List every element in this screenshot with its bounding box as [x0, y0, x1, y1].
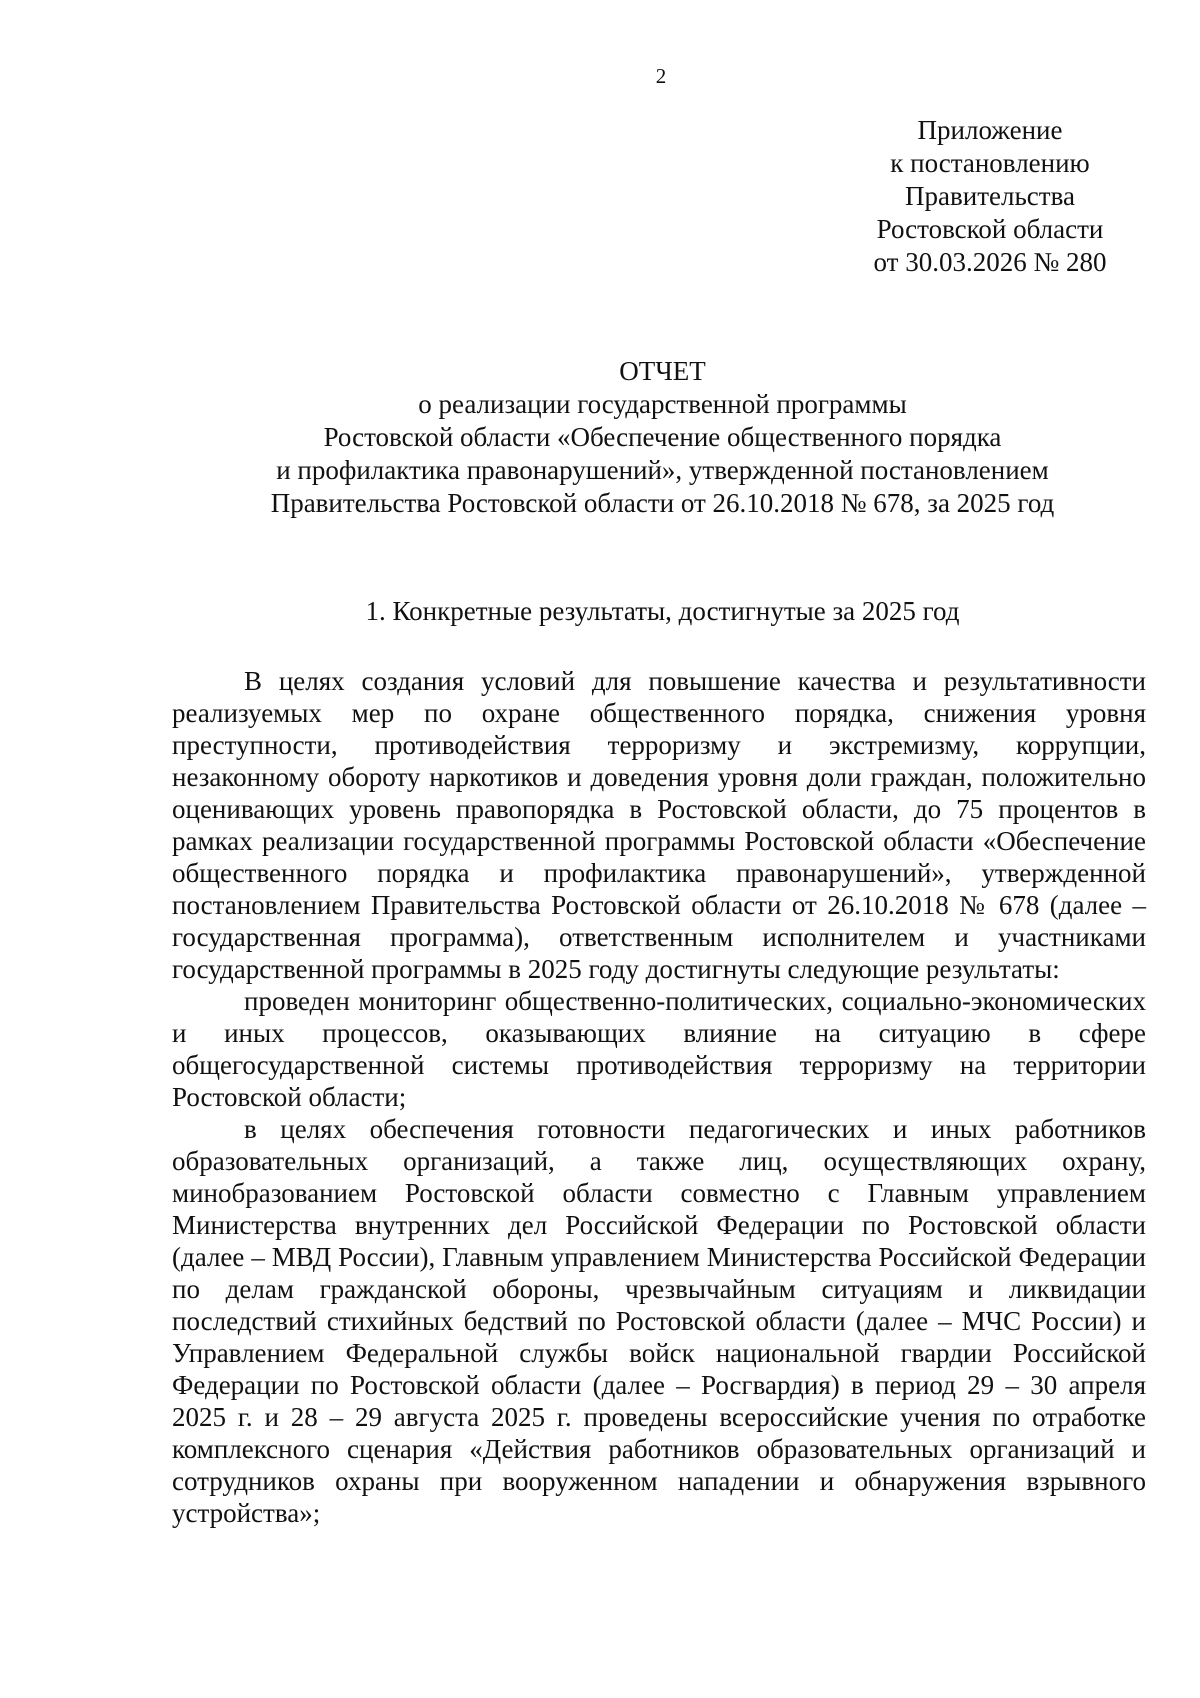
- paragraph: В целях создания условий для повышение качества и результативности реализуемых мер по охране общественного порядка, снижения уровня преступности, противодействия терроризму и экстремизму, коррупции, незаконному обороту наркотиков и доведения уровня доли граждан, положительно оценивающих уровень правопорядка в Ростовской области, до 75 процентов в рамках реализации государственной программы Ростовской области «Обеспечение общественного порядка и профилактика правонарушений», утвержденной постановлением Правительства Ростовской области от 26.10.2018 № 678 (далее – государственная программа), ответственным исполнителем и участниками государственной программы в 2025 году достигнуты следующие результаты:: [172, 666, 1146, 984]
- report-title: [170, 355, 1155, 520]
- report-subtitle-line: Правительства Ростовской области от 26.10.2018 № 678, за 2025 год: [270, 488, 1055, 518]
- report-heading: ОТЧЕТ: [619, 356, 706, 386]
- report-subtitle-line: о реализации государственной программы: [418, 389, 907, 419]
- appendix-line: Ростовской области: [876, 214, 1104, 244]
- appendix-line: Приложение: [917, 115, 1063, 145]
- page-number: 2: [655, 64, 667, 88]
- appendix-line: к постановлению: [890, 148, 1090, 178]
- report-subtitle-line: Ростовской области «Обеспечение общественного порядка: [323, 422, 1002, 452]
- appendix-block: [840, 114, 1140, 279]
- appendix-line: Правительства: [905, 181, 1075, 211]
- report-subtitle-line: и профилактика правонарушений», утвержденной постановлением: [276, 455, 1049, 485]
- section-heading: 1. Конкретные результаты, достигнутые за 2025 год: [365, 596, 960, 626]
- paragraph: проведен мониторинг общественно-политических, социально-экономических и иных процессов, оказывающих влияние на ситуацию в сфере общегосударственной системы противодействия терроризму на территории Ростовской области;: [172, 986, 1146, 1112]
- body-text: [172, 665, 1146, 1529]
- appendix-line: от 30.03.2026 № 280: [873, 247, 1107, 277]
- paragraph: в целях обеспечения готовности педагогических и иных работников образовательных организаций, а также лиц, осуществляющих охрану, минобразованием Ростовской области совместно с Главным управлением Министерства внутренних дел Российской Федерации по Ростовской области (далее – МВД России), Главным управлением Министерства Российской Федерации по делам гражданской обороны, чрезвычайным ситуациям и ликвидации последствий стихийных бедствий по Ростовской области (далее – МЧС России) и Управлением Федеральной службы войск национальной гвардии Российской Федерации по Ростовской области (далее – Росгвардия) в период 29 – 30 апреля 2025 г. и 28 – 29 августа 2025 г. проведены всероссийские учения по отработке комплексного сценария «Действия работников образовательных организаций и сотрудников охраны при вооруженном нападении и обнаружения взрывного устройства»;: [172, 1114, 1146, 1528]
